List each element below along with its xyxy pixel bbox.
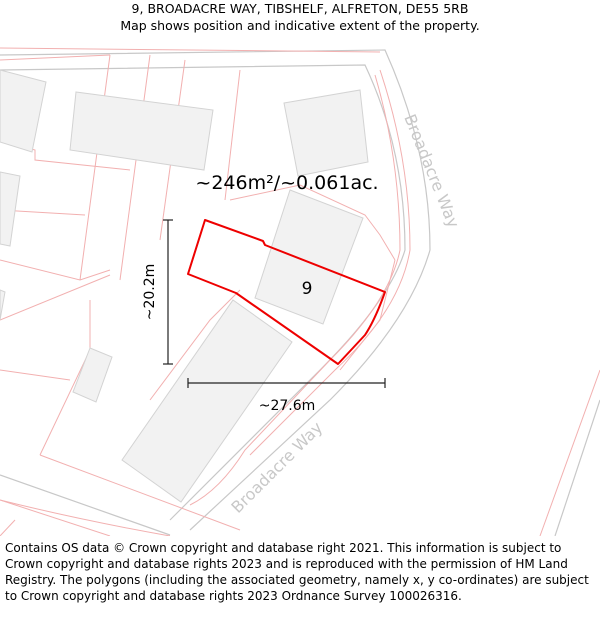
road-label-south: Broadacre Way <box>227 417 327 517</box>
map-header <box>0 0 600 38</box>
building <box>73 348 112 402</box>
width-dimension-label: ~27.6m <box>258 398 316 414</box>
map-canvas[interactable] <box>0 38 600 536</box>
building <box>0 290 5 320</box>
area-label: ~246m²/~0.061ac. <box>195 172 379 194</box>
building <box>70 92 213 170</box>
height-dimension <box>163 220 173 364</box>
plot-number-label: 9 <box>301 279 313 299</box>
map-subtitle: Map shows position and indicative extent of the property. <box>120 18 480 33</box>
building <box>0 70 46 152</box>
building <box>0 172 20 246</box>
attribution-text: Contains OS data © Crown copyright and database right 2021. This information is subject to Crown copyright and database rights 2023 and is reproduced with the permission of HM Land Registry. The polygons (including the associated geometry, namely x, y co-ordinates) are subject to Crown copyright and database rights 2023 Ordnance Survey 100026316. <box>5 541 589 603</box>
building <box>284 90 368 176</box>
height-dimension-label: ~20.2m <box>142 263 158 321</box>
building <box>255 190 363 324</box>
road-edge-outer <box>0 50 430 530</box>
road-label-east: Broadacre Way <box>400 111 464 231</box>
road-edge-right <box>555 400 600 536</box>
property-address: 9, BROADACRE WAY, TIBSHELF, ALFRETON, DE55 5RB <box>131 1 469 16</box>
road-edge-lower <box>0 475 170 535</box>
